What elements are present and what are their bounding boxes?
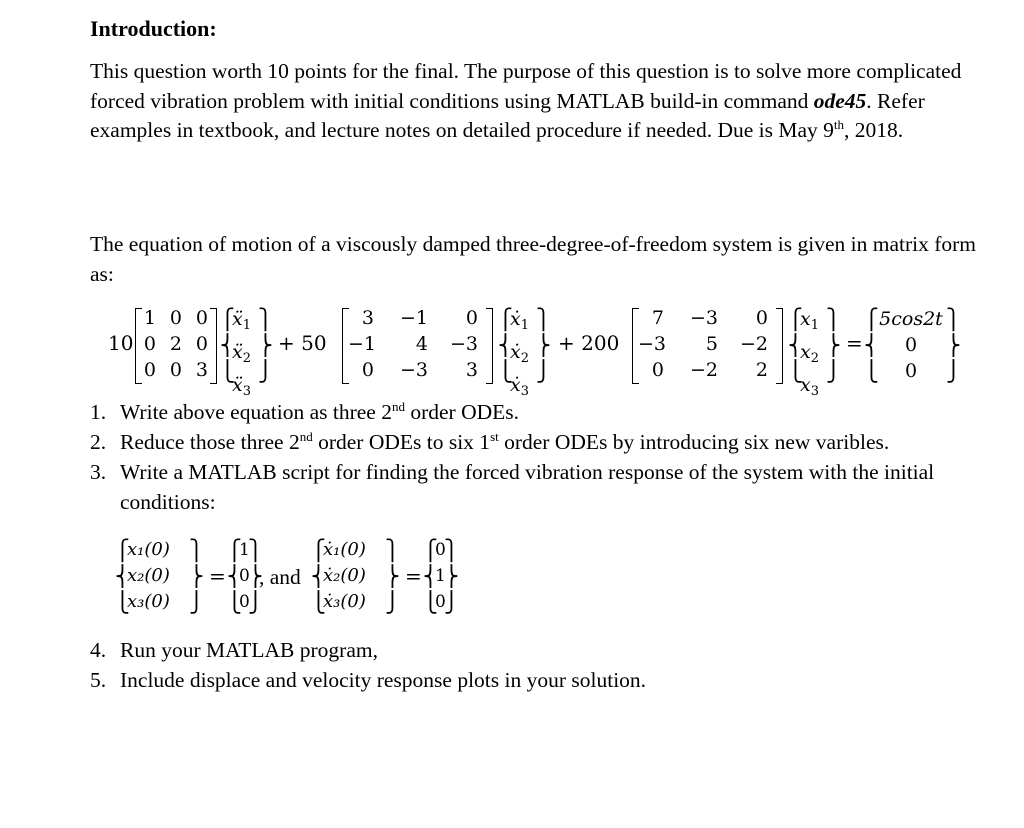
matrix-cell: −1 (348, 333, 377, 355)
initial-velocity-labels (323, 537, 366, 615)
matrix-cell: 5 (705, 333, 718, 355)
vector-entry: 0 (904, 360, 918, 382)
mass-matrix-left-bracket (135, 308, 142, 384)
list-number: 1. (90, 400, 107, 424)
matrix-cell: −3 (399, 359, 428, 381)
force-vector (876, 306, 946, 384)
due-superscript: th (833, 117, 845, 132)
ic-right-brace: ⎫ ⎬ ⎭ (248, 538, 263, 614)
mass-matrix (142, 306, 208, 382)
ic-left-brace: ⎧ ⎨ ⎩ (311, 538, 326, 614)
mass-coefficient: 10 (108, 331, 134, 355)
matrix-cell: 0 (143, 359, 156, 381)
matrix-cell: 0 (465, 307, 478, 329)
initial-displacement-labels (127, 537, 170, 615)
list-number: 4. (90, 638, 107, 662)
intro-text-start: This question worth 10 points for the final. The purpose of this question is to solve more complicated forced vibration problem with initial conditions using MATLAB build-in command (90, 59, 962, 113)
ic-right-brace: ⎫ ⎬ ⎭ (189, 538, 204, 614)
matrix-cell: 0 (143, 333, 156, 355)
matrix-cell: 3 (465, 359, 478, 381)
list-text: Include displace and velocity response plots in your solution. (120, 668, 647, 692)
vector-entry: 5cos2t (879, 308, 943, 330)
intro-text-end: . Refer examples in textbook, and lecture notes on detailed procedure if needed. Due is May 9 (90, 88, 925, 142)
matrix-cell: −1 (399, 307, 428, 329)
displacement-vector-left-brace: ⎧ ⎨ ⎩ (788, 307, 803, 383)
matrix-cell: 0 (169, 359, 182, 381)
vector-entry: ẋ₂(0) (323, 565, 366, 586)
force-vector-right-brace: ⎫ ⎬ ⎭ (946, 307, 961, 383)
velocity-vector-left-brace: ⎧ ⎨ ⎩ (498, 307, 513, 383)
displacement-vector-right-brace: ⎫ ⎬ ⎭ (826, 307, 841, 383)
matrix-cell: 3 (195, 359, 208, 381)
vector-entry: 1 (239, 540, 250, 560)
equals-sign: = (405, 564, 422, 588)
ic-left-brace: ⎧ ⎨ ⎩ (115, 538, 130, 614)
matrix-cell: 2 (169, 333, 182, 355)
vector-entry: ẋ$_3$ (510, 374, 529, 399)
matrix-cell: 1 (143, 307, 156, 329)
damping-coefficient: + 50 (278, 331, 327, 355)
velocity-vector-right-brace: ⎫ ⎬ ⎭ (536, 307, 551, 383)
displacement-vector (800, 306, 819, 405)
matrix-cell: 0 (195, 333, 208, 355)
vector-entry: x₂(0) (127, 565, 170, 586)
matrix-cell: 7 (651, 307, 664, 329)
vector-entry: 0 (904, 334, 918, 356)
damping-matrix-right-bracket (486, 308, 493, 384)
ic-right-brace: ⎫ ⎬ ⎭ (444, 538, 459, 614)
matrix-cell: 0 (361, 359, 374, 381)
vector-entry: ẍ$_3$ (232, 374, 251, 399)
intro-paragraph (90, 57, 980, 146)
vector-entry: ẍ$_1$ (232, 308, 251, 333)
vector-entry: ẋ$_1$ (510, 308, 529, 333)
list-number: 5. (90, 668, 107, 692)
vector-entry: 1 (435, 566, 446, 586)
vector-entry: 0 (435, 592, 446, 612)
stiffness-matrix-right-bracket (776, 308, 783, 384)
equation-intro: The equation of motion of a viscously damped three-degree-of-freedom system is given in matrix form as: (90, 232, 977, 286)
ic-right-brace: ⎫ ⎬ ⎭ (385, 538, 400, 614)
ic-left-brace: ⎧ ⎨ ⎩ (227, 538, 242, 614)
vector-entry: x₁(0) (127, 539, 170, 560)
vector-entry: ẋ₁(0) (323, 539, 366, 560)
list-number: 3. (90, 460, 107, 484)
list-text: Write above equation as three 2nd order ODEs. (120, 399, 519, 424)
acceleration-vector (232, 306, 251, 405)
vector-entry: 0 (239, 566, 250, 586)
matrix-cell: 0 (755, 307, 768, 329)
and-word: , and (259, 565, 301, 589)
velocity-vector (510, 306, 529, 405)
list-text: Write a MATLAB script for finding the forced vibration response of the system with the initial conditions: (120, 460, 935, 514)
matrix-cell: −2 (739, 333, 768, 355)
due-year: , 2018. (844, 118, 904, 142)
matrix-cell: 2 (755, 359, 768, 381)
vector-entry: $x_1$ (800, 308, 819, 333)
vector-entry: 0 (239, 592, 250, 612)
force-vector-left-brace: ⎧ ⎨ ⎩ (864, 307, 879, 383)
vector-entry: $x_3$ (800, 374, 819, 399)
vector-entry: $x_2$ (800, 341, 819, 366)
list-text: Run your MATLAB program, (120, 638, 378, 662)
matrix-cell: 3 (361, 307, 374, 329)
stiffness-matrix (638, 306, 768, 382)
equals-sign: = (209, 564, 226, 588)
vector-entry: ẍ$_2$ (232, 341, 251, 366)
matrix-cell: 4 (415, 333, 428, 355)
damping-matrix (348, 306, 478, 382)
stiffness-coefficient: + 200 (558, 331, 620, 355)
command-name: ode45 (813, 88, 867, 113)
list-text: Reduce those three 2nd order ODEs to six 1st order ODEs by introducing six new varibles. (120, 429, 890, 454)
ic-left-brace: ⎧ ⎨ ⎩ (423, 538, 438, 614)
accel-vector-left-brace: ⎧ ⎨ ⎩ (220, 307, 235, 383)
matrix-cell: −3 (638, 333, 667, 355)
mass-matrix-right-bracket (210, 308, 217, 384)
equals-sign: = (846, 331, 863, 355)
accel-vector-right-brace: ⎫ ⎬ ⎭ (258, 307, 273, 383)
vector-entry: x₃(0) (127, 591, 170, 612)
vector-entry: ẋ$_2$ (510, 341, 529, 366)
matrix-cell: −3 (689, 307, 718, 329)
matrix-cell: 0 (195, 307, 208, 329)
list-number: 2. (90, 430, 107, 454)
matrix-cell: −2 (689, 359, 718, 381)
matrix-cell: 0 (169, 307, 182, 329)
matrix-cell: −3 (449, 333, 478, 355)
equation-of-motion (108, 302, 988, 399)
vector-entry: 0 (435, 540, 446, 560)
initial-conditions (115, 535, 475, 619)
section-heading: Introduction: (90, 16, 217, 41)
matrix-cell: 0 (651, 359, 664, 381)
vector-entry: ẋ₃(0) (323, 591, 366, 612)
